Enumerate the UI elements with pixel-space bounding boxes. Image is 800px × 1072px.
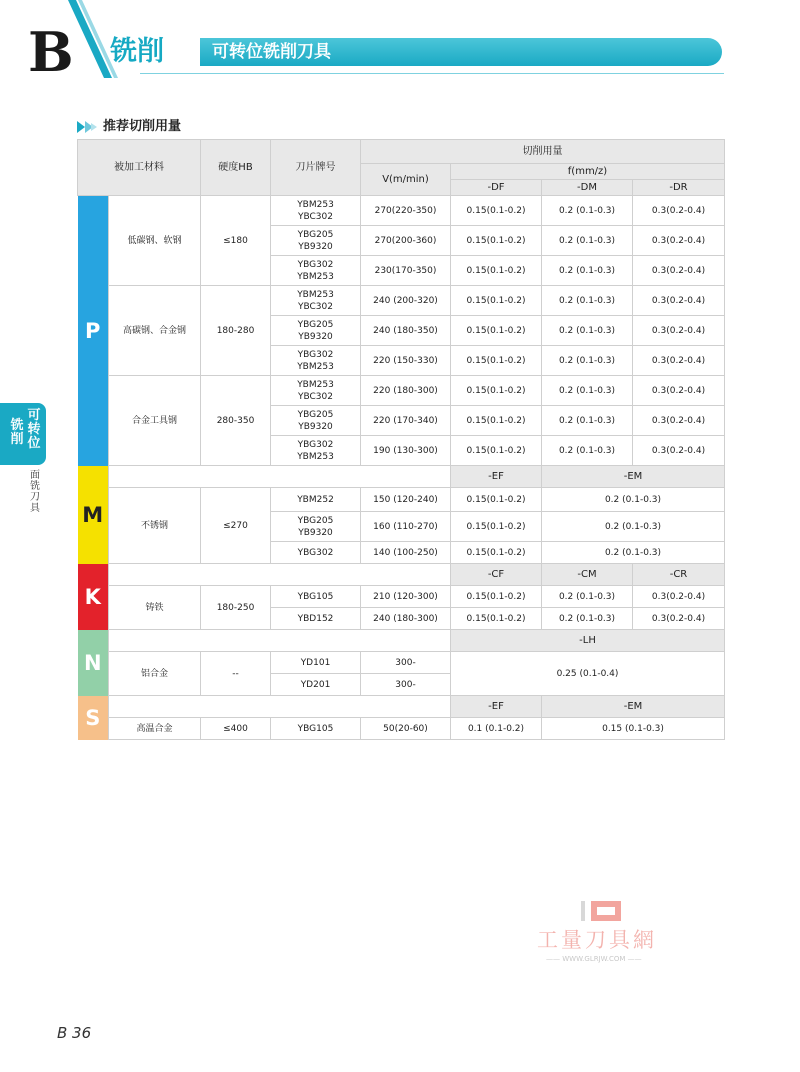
material-name: 高温合金 [109,718,201,740]
feed-cell: 0.2 (0.1-0.3) [542,488,725,512]
feed-cell: 0.1 (0.1-0.2) [451,718,542,740]
feed-cell: 0.15(0.1-0.2) [451,436,542,466]
header-feed: f(mm/z) [451,164,725,180]
header-p-col-2: -DM [542,180,633,196]
group-letter-n: N [78,630,109,696]
table-row [78,488,725,512]
grade-cell: YBG205 YB9320 [271,226,361,256]
grade-cell: YBG205 YB9320 [271,316,361,346]
speed-cell: 160 (110-270) [361,512,451,542]
speed-cell: 300- [361,652,451,674]
material-name: 低碳钢、软钢 [109,196,201,286]
subheader-cell: -EM [542,696,725,718]
feed-cell: 0.3(0.2-0.4) [633,406,725,436]
feed-cell: 0.15(0.1-0.2) [451,512,542,542]
material-name: 高碳钢、合金钢 [109,286,201,376]
speed-cell: 220 (180-300) [361,376,451,406]
feed-cell: 0.3(0.2-0.4) [633,226,725,256]
side-tab-label-left: 铣削 [10,418,24,447]
speed-cell: 240 (180-350) [361,316,451,346]
feed-cell: 0.2 (0.1-0.3) [542,406,633,436]
speed-cell: 190 (130-300) [361,436,451,466]
header-p-col-3: -DR [633,180,725,196]
grade-cell: YBG205 YB9320 [271,406,361,436]
feed-cell: 0.2 (0.1-0.3) [542,512,725,542]
feed-cell: 0.15(0.1-0.2) [451,586,542,608]
subheader-cell: -LH [451,630,725,652]
group-subheader-row [78,696,725,718]
grade-cell: YBG302 [271,542,361,564]
feed-cell: 0.15(0.1-0.2) [451,346,542,376]
hardness-value: ≤180 [201,196,271,286]
feed-cell: 0.15 (0.1-0.3) [542,718,725,740]
material-name: 不锈钢 [109,488,201,564]
hardness-value: 180-280 [201,286,271,376]
feed-cell: 0.15(0.1-0.2) [451,406,542,436]
hardness-value: 280-350 [201,376,271,466]
speed-cell: 50(20-60) [361,718,451,740]
group-subheader-row [78,630,725,652]
feed-cell: 0.25 (0.1-0.4) [451,652,725,696]
feed-cell: 0.3(0.2-0.4) [633,376,725,406]
speed-cell: 140 (100-250) [361,542,451,564]
grade-cell: YBG105 [271,586,361,608]
hardness-value: 180-250 [201,586,271,630]
grade-cell: YBG105 [271,718,361,740]
group-subheader-row [78,466,725,488]
speed-cell: 210 (120-300) [361,586,451,608]
speed-cell: 300- [361,674,451,696]
speed-cell: 150 (120-240) [361,488,451,512]
feed-cell: 0.2 (0.1-0.3) [542,316,633,346]
speed-cell: 230(170-350) [361,256,451,286]
feed-cell: 0.15(0.1-0.2) [451,608,542,630]
watermark-text: 工量刀具網 [537,928,657,952]
subheader-cell: -EF [451,466,542,488]
feed-cell: 0.2 (0.1-0.3) [542,376,633,406]
table-row [78,586,725,608]
grade-cell: YBG205 YB9320 [271,512,361,542]
speed-cell: 270(200-360) [361,226,451,256]
feed-cell: 0.2 (0.1-0.3) [542,256,633,286]
feed-cell: 0.15(0.1-0.2) [451,488,542,512]
group-letter-k: K [78,564,109,630]
header-hardness: 硬度HB [201,140,271,196]
header-rule [140,73,724,74]
hardness-value: ≤400 [201,718,271,740]
grade-cell: YBG302 YBM253 [271,256,361,286]
grade-cell: YD201 [271,674,361,696]
header-cutting: 切削用量 [361,140,725,164]
subheader-cell: -EM [542,466,725,488]
feed-cell: 0.2 (0.1-0.3) [542,586,633,608]
feed-cell: 0.3(0.2-0.4) [633,608,725,630]
cutting-parameters-table [77,139,725,740]
header-material: 被加工材料 [78,140,201,196]
feed-cell: 0.15(0.1-0.2) [451,286,542,316]
chapter-title: 铣削 [110,36,164,67]
grade-cell: YBG302 YBM253 [271,346,361,376]
feed-cell: 0.2 (0.1-0.3) [542,226,633,256]
feed-cell: 0.2 (0.1-0.3) [542,196,633,226]
table-row [78,196,725,226]
header-p-col-1: -DF [451,180,542,196]
material-name: 铝合金 [109,652,201,696]
grade-cell: YBM253 YBC302 [271,376,361,406]
table-row [78,376,725,406]
table-row [78,286,725,316]
chapter-subtitle: 可转位铣削刀具 [212,42,331,62]
table-row [78,718,725,740]
feed-cell: 0.3(0.2-0.4) [633,256,725,286]
grade-cell: YBD152 [271,608,361,630]
feed-cell: 0.2 (0.1-0.3) [542,286,633,316]
watermark-logo-icon [581,899,625,925]
header-grade: 刀片牌号 [271,140,361,196]
section-title: 推荐切削用量 [103,119,182,134]
feed-cell: 0.15(0.1-0.2) [451,376,542,406]
header-speed: V(m/min) [361,164,451,196]
feed-cell: 0.2 (0.1-0.3) [542,608,633,630]
side-tab-category: 面铣刀具 [30,470,40,514]
watermark-url: —— WWW.GLRJW.COM —— [546,955,642,963]
feed-cell: 0.15(0.1-0.2) [451,256,542,286]
chapter-letter: B [28,20,74,84]
feed-cell: 0.3(0.2-0.4) [633,436,725,466]
grade-cell: YBM252 [271,488,361,512]
feed-cell: 0.2 (0.1-0.3) [542,436,633,466]
grade-cell: YBM253 YBC302 [271,286,361,316]
group-letter-m: M [78,466,109,564]
feed-cell: 0.15(0.1-0.2) [451,226,542,256]
group-letter-s: S [78,696,109,740]
feed-cell: 0.15(0.1-0.2) [451,542,542,564]
hardness-value: ≤270 [201,488,271,564]
speed-cell: 270(220-350) [361,196,451,226]
feed-cell: 0.3(0.2-0.4) [633,316,725,346]
group-letter-p: P [78,196,109,466]
feed-cell: 0.3(0.2-0.4) [633,586,725,608]
subheader-cell: -EF [451,696,542,718]
subheader-cell: -CM [542,564,633,586]
feed-cell: 0.3(0.2-0.4) [633,346,725,376]
side-tab-label-right: 可转位 [27,408,41,451]
page-number: B 36 [57,1024,92,1042]
subheader-cell: -CR [633,564,725,586]
feed-cell: 0.3(0.2-0.4) [633,196,725,226]
feed-cell: 0.15(0.1-0.2) [451,316,542,346]
material-name: 合金工具钢 [109,376,201,466]
hardness-value: -- [201,652,271,696]
table-row [78,652,725,674]
grade-cell: YD101 [271,652,361,674]
material-name: 铸铁 [109,586,201,630]
double-arrow-icon [77,121,99,133]
speed-cell: 240 (200-320) [361,286,451,316]
subheader-cell: -CF [451,564,542,586]
speed-cell: 220 (150-330) [361,346,451,376]
feed-cell: 0.2 (0.1-0.3) [542,346,633,376]
grade-cell: YBG302 YBM253 [271,436,361,466]
side-chapter-tab [0,403,46,465]
group-subheader-row [78,564,725,586]
speed-cell: 240 (180-300) [361,608,451,630]
feed-cell: 0.3(0.2-0.4) [633,286,725,316]
feed-cell: 0.2 (0.1-0.3) [542,542,725,564]
feed-cell: 0.15(0.1-0.2) [451,196,542,226]
speed-cell: 220 (170-340) [361,406,451,436]
grade-cell: YBM253 YBC302 [271,196,361,226]
